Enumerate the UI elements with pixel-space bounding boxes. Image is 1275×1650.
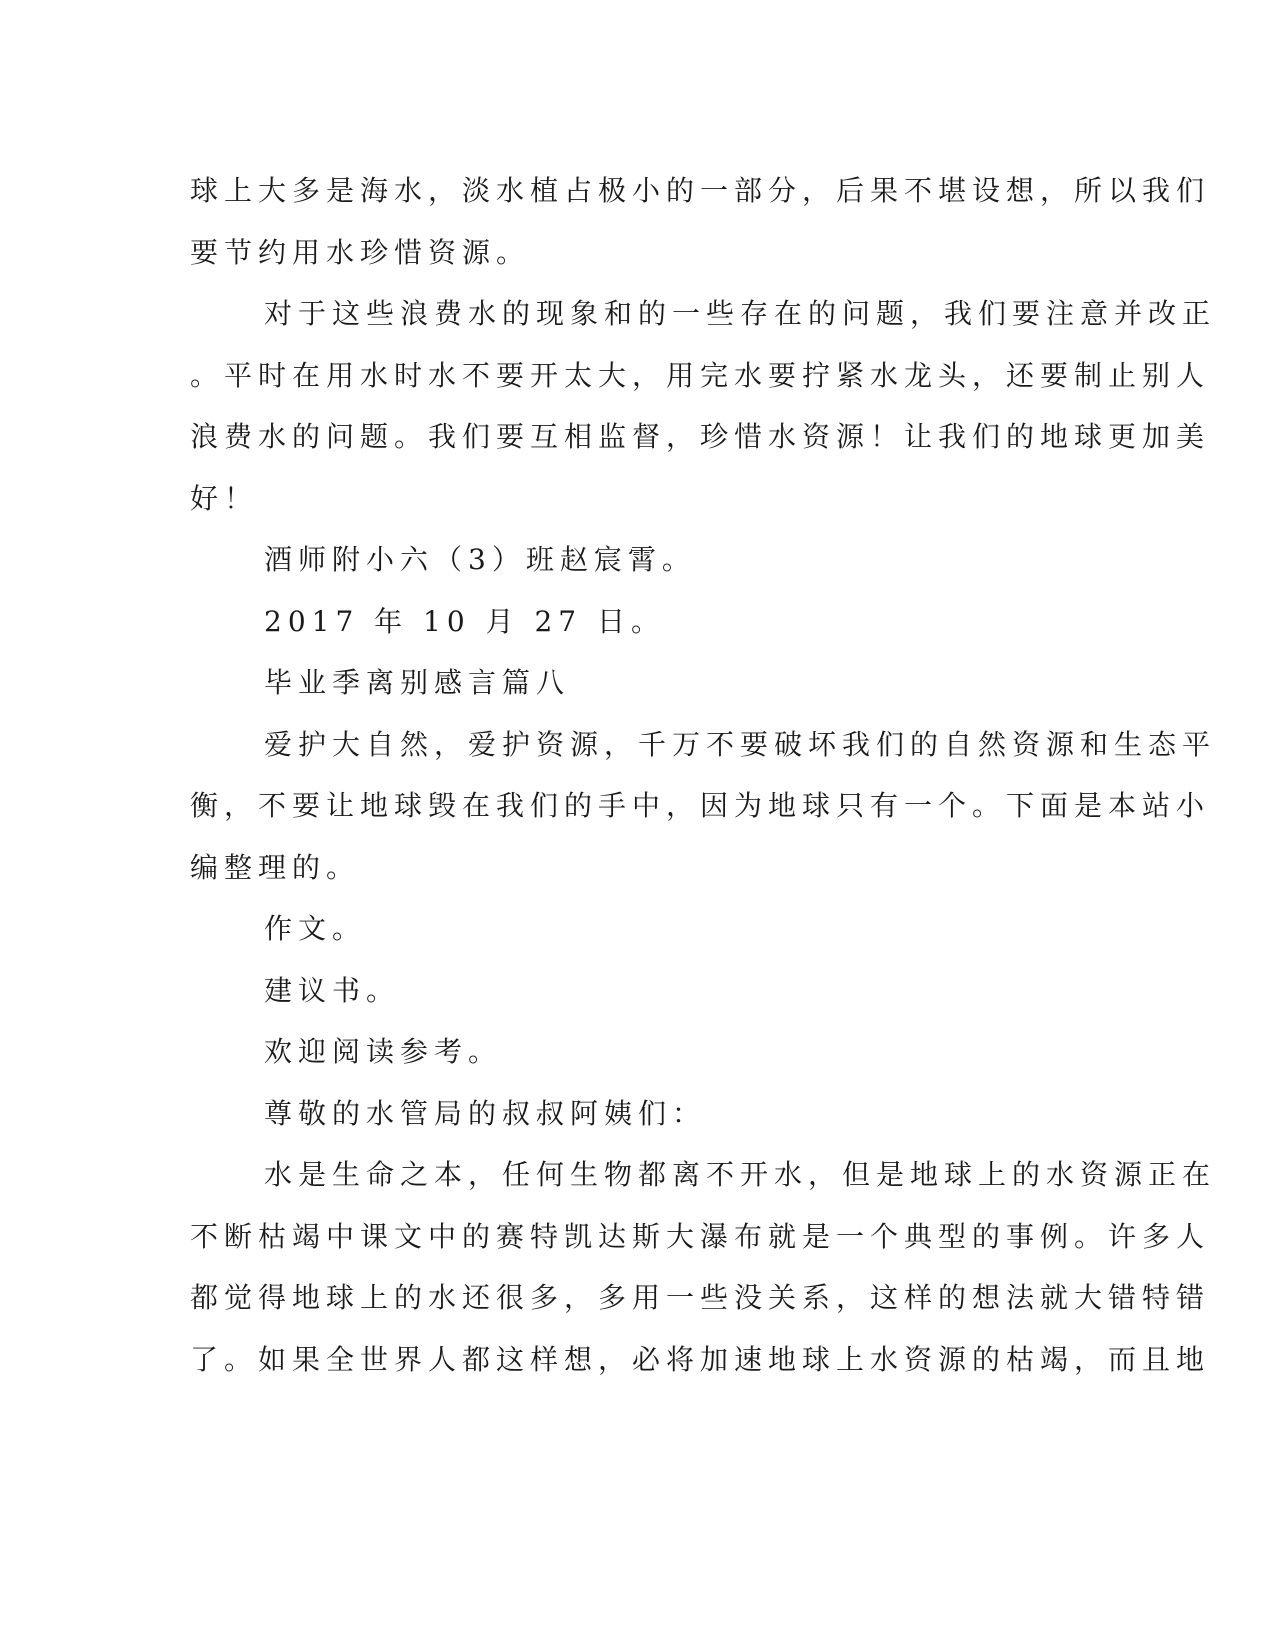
text-line-2: 要节约用水珍惜资源。	[190, 235, 531, 269]
salutation-line: 尊敬的水管局的叔叔阿姨们：	[264, 1096, 707, 1130]
text-line-4: 。平时在用水时水不要开太大，用完水要拧紧水龙头，还要制止别人	[190, 358, 1211, 392]
signature-line: 酒师附小六（3）班赵宸霄。	[264, 543, 696, 576]
text-line-5: 浪费水的问题。我们要互相监督，珍惜水资源！让我们的地球更加美	[190, 420, 1211, 453]
text-line-18: 不断枯竭中课文中的赛特凯达斯大瀑布就是一个典型的事例。许多人	[190, 1219, 1211, 1253]
text-line-19: 都觉得地球上的水还很多，多用一些没关系，这样的想法就大错特错	[190, 1281, 1211, 1314]
text-line-20: 了。如果全世界人都这样想，必将加速地球上水资源的枯竭，而且地	[190, 1342, 1211, 1376]
date-line: 2017 年 10 月 27 日。	[264, 604, 666, 638]
document-body	[190, 160, 1217, 1390]
text-line-6: 好！	[190, 481, 259, 515]
text-line-17: 水是生命之本，任何生物都离不开水，但是地球上的水资源正在	[264, 1158, 1217, 1191]
text-line-10: 爱护大自然，爱护资源，千万不要破坏我们的自然资源和生态平	[264, 727, 1217, 761]
section-heading: 毕业季离别感言篇八	[264, 666, 571, 699]
text-line-11: 衡，不要让地球毁在我们的手中，因为地球只有一个。下面是本站小	[190, 789, 1211, 822]
text-line-12: 编整理的。	[190, 850, 361, 884]
text-line-14: 建议书。	[264, 973, 401, 1007]
text-line-1: 球上大多是海水，淡水植占极小的一部分，后果不堪设想，所以我们	[190, 174, 1211, 207]
text-line-3: 对于这些浪费水的现象和的一些存在的问题，我们要注意并改正	[264, 297, 1217, 330]
text-line-13: 作文。	[264, 912, 367, 945]
text-line-15: 欢迎阅读参考。	[264, 1035, 503, 1068]
